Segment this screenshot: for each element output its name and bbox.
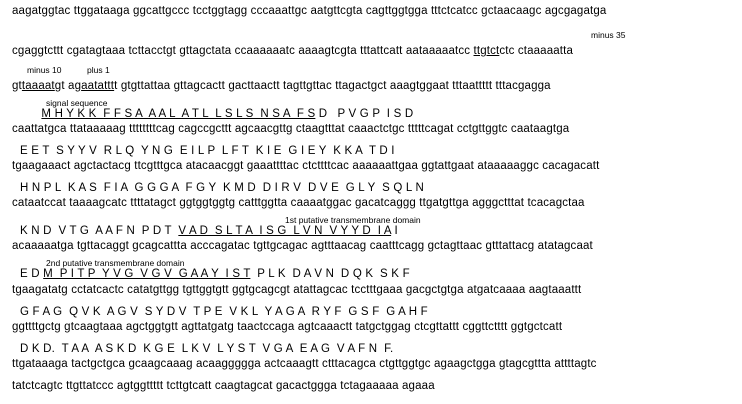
row-3-part-a: gt — [12, 80, 22, 92]
amino-acid-row-6: G F A G Q V K A G V S Y D V T P E V K L Y A G A R Y F G S F G A H F — [20, 306, 428, 318]
nucleotide-row-9: ggttttgctg gtcaagtaaa agctggtgtt agttatgatg taactccaga agtcaaactt tatgctggag ctcgttattt cggttctttt ggtgctcatt — [12, 321, 563, 333]
signal-sequence-label: signal sequence — [46, 98, 108, 108]
minus-35-box: ttgtct — [473, 45, 500, 57]
amino-acid-row-3: H N P L K A S F I A G G G A F G Y K M D D I R V D V E G L Y S Q L N — [20, 182, 424, 194]
nucleotide-row-10: ttgataaaga tactgctgca gcaagcaaag acaaggggga actcaaagtt ctttacagca ctgttggtgc agaagctgga gtagcgttta attttagtc — [12, 358, 597, 370]
nucleotide-row-6: cataatccat taaaagcatc ttttatagct ggtggtggtg catttggtta caaaatggac gacatcaggg ttgatgttga agggctttat tcacagctaa — [12, 197, 585, 209]
transmembrane-domain-2: M P I T P Y V G V G V G A A Y I S T — [43, 268, 251, 280]
minus-35-label: minus 35 — [591, 30, 626, 40]
nucleotide-row-8: tgaagatatg cctatcactc catatgttgg tgttggtgtt ggtgcagcgt atattagcac tcctttgaaa gacgctgtga atgatcaaaa aagtaaattt — [12, 284, 582, 296]
nucleotide-row-1: aagatggtac ttggataaga ggcattgccc tcctggtagg cccaaattgc aatgttcgta cagttggtgga tttctcatcc gctaacaagc agcgagatga — [12, 5, 607, 17]
tm1-label: 1st putative transmembrane domain — [285, 215, 421, 225]
aa-row-5-tail: P L K D A V N D Q K S K F — [250, 268, 410, 280]
transcription-start: aatattt — [81, 80, 115, 92]
amino-acid-row-1 — [38, 108, 413, 120]
row-2-part-a: cgaggtcttt cgatagtaaa tcttacctgt gttagctata ccaaaaaatc aaaagtcgta tttattcatt aataaaaatcc — [12, 45, 474, 57]
aa-row-1-tail: D P V G P I S D — [315, 108, 414, 120]
amino-acid-row-5 — [20, 268, 410, 280]
nucleotide-row-11: tatctcagtc ttgttatccc agtggttttt tcttgtcatt caagtagcat gacactggga tctagaaaaa agaaa — [12, 380, 435, 392]
amino-acid-row-4 — [20, 225, 398, 237]
nucleotide-row-7: acaaaaatga tgttacaggt gcagcattta acccagatac tgttgcagac agtttaacag caatttcagg gctagttaac gtttattacg atatagcaat — [12, 240, 593, 252]
tm2-label: 2nd putative transmembrane domain — [46, 258, 185, 268]
row-2-part-c: ctc ctaaaaatta — [499, 45, 574, 57]
aa-row-4-lead: K N D V T G A A F N P D T — [20, 225, 179, 237]
aa-row-4-tail: I — [391, 225, 398, 237]
amino-acid-row-2: E E T S Y Y V R L Q Y N G E I L P L F T K I E G I E Y K K A T D I — [20, 145, 395, 157]
minus-10-box: taaaat — [21, 80, 55, 92]
aa-row-5-lead: E D — [20, 268, 44, 280]
transmembrane-domain-1: V A D S L T A I S G L V N V Y Y D I A — [178, 225, 392, 237]
nucleotide-row-2 — [12, 45, 573, 57]
amino-acid-row-7: D K D. T A A A S K D K G E L K V L Y S T V G A E A G V A F N F. — [20, 343, 394, 355]
plus-1-label: plus 1 — [87, 65, 110, 75]
row-3-part-e: t gtgttattaa gttagcactt gacttaactt tagttgttac ttagactgct aaagtggaat tttaattttt tttacgagga — [114, 80, 551, 92]
nucleotide-row-4: caattatgca ttataaaaag ttttttttcag cagccgcttt agcaacgttg ctaagtttat caaactctgc tttttcagat cctgttggtc caataagtga — [12, 123, 570, 135]
nucleotide-row-3 — [12, 80, 551, 92]
nucleotide-row-5: tgaagaaact agctactacg ttcgtttgca atacaacggt gaaattttac ctcttttcac aaaaaattgaa ggtattgaat ataaaaaggc cacagacatt — [12, 160, 600, 172]
row-3-part-c: gt ag — [54, 80, 82, 92]
signal-sequence: M H Y K K F F S A A A L A T L L S L S N S A F S — [41, 108, 316, 120]
minus-10-label: minus 10 — [27, 65, 62, 75]
